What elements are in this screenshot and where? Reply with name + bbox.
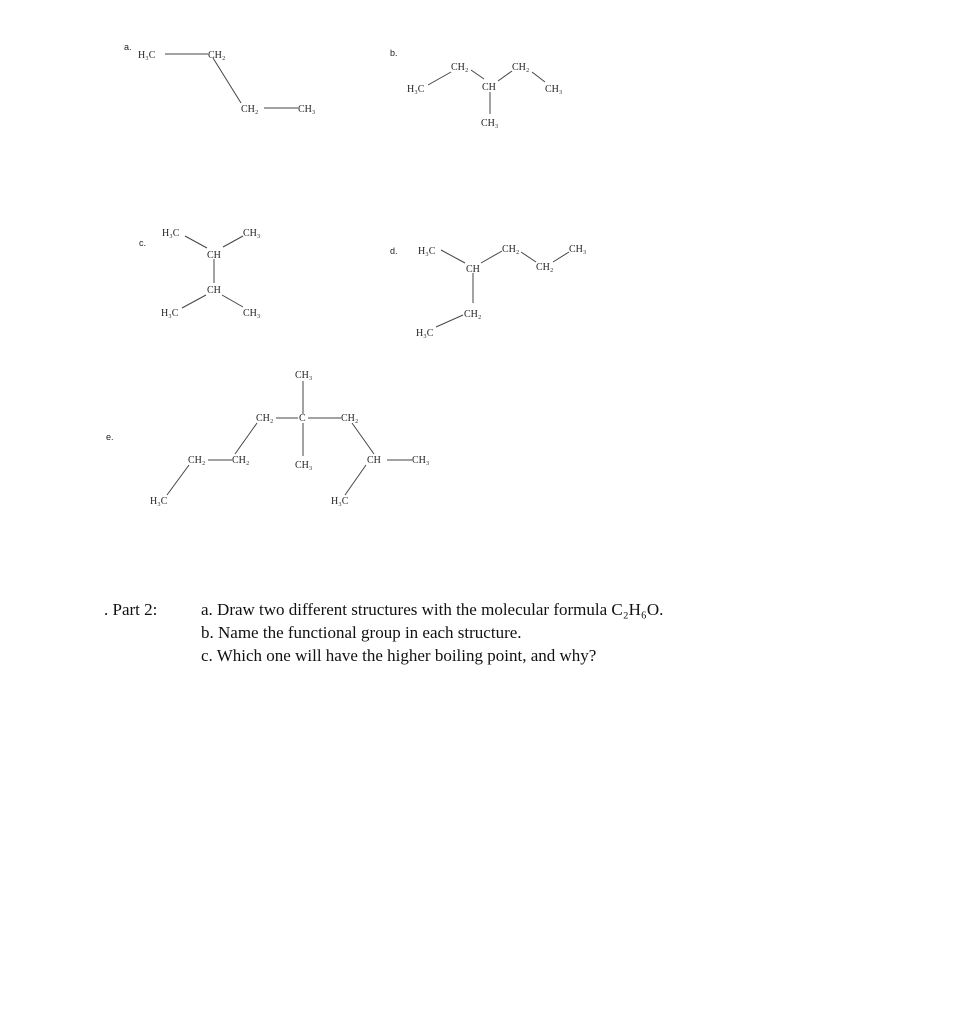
group-ch: CH — [466, 264, 480, 275]
group-ch2: CH₂ — [464, 309, 482, 320]
group-ch: CH — [207, 285, 221, 296]
group-h3c: H₃C — [161, 308, 179, 319]
group-ch3: CH₃ — [481, 118, 499, 129]
group-ch2: CH₂ — [451, 62, 469, 73]
group-h3c: H₃C — [418, 246, 436, 257]
group-ch2: CH₂ — [512, 62, 530, 73]
group-ch3: CH₃ — [243, 228, 261, 239]
structure-d — [390, 244, 586, 339]
group-ch3: CH₃ — [298, 104, 316, 115]
group-c: C — [299, 413, 306, 424]
group-h3c: H₃C — [138, 50, 156, 61]
group-ch2: CH₂ — [208, 50, 226, 61]
structure-e — [106, 370, 429, 507]
structure-d-label: d. — [390, 246, 398, 256]
group-h3c: H₃C — [162, 228, 180, 239]
group-ch2: CH₂ — [502, 244, 520, 255]
group-ch2: CH₂ — [341, 413, 359, 424]
group-ch3: CH₃ — [295, 370, 313, 381]
structure-a — [124, 42, 315, 115]
group-ch: CH — [367, 455, 381, 466]
structure-b-label: b. — [390, 48, 398, 58]
question-c: c. Which one will have the higher boiling point, and why? — [201, 646, 597, 665]
group-ch3: CH₃ — [545, 84, 563, 95]
structure-e-label: e. — [106, 432, 114, 442]
structure-c — [139, 228, 260, 319]
group-ch3: CH₃ — [295, 460, 313, 471]
group-ch2: CH₂ — [241, 104, 259, 115]
group-ch: CH — [482, 82, 496, 93]
question-a: a. Draw two different structures with the molecular formula C₂H₆O. — [201, 600, 664, 619]
group-ch2: CH₂ — [188, 455, 206, 466]
part2-title: . Part 2: — [104, 600, 158, 619]
group-ch3: CH₃ — [412, 455, 430, 466]
group-h3c: H₃C — [407, 84, 425, 95]
structure-a-label: a. — [124, 42, 132, 52]
structure-b — [390, 48, 562, 129]
group-ch3: CH₃ — [569, 244, 587, 255]
group-ch2: CH₂ — [256, 413, 274, 424]
group-ch2: CH₂ — [536, 262, 554, 273]
group-ch: CH — [207, 250, 221, 261]
question-b: b. Name the functional group in each structure. — [201, 623, 522, 642]
group-h3c: H₃C — [150, 496, 168, 507]
group-h3c: H₃C — [416, 328, 434, 339]
group-ch2: CH₂ — [232, 455, 250, 466]
group-ch3: CH₃ — [243, 308, 261, 319]
group-h3c: H₃C — [331, 496, 349, 507]
structure-c-label: c. — [139, 238, 147, 248]
part2-questions — [201, 598, 901, 667]
